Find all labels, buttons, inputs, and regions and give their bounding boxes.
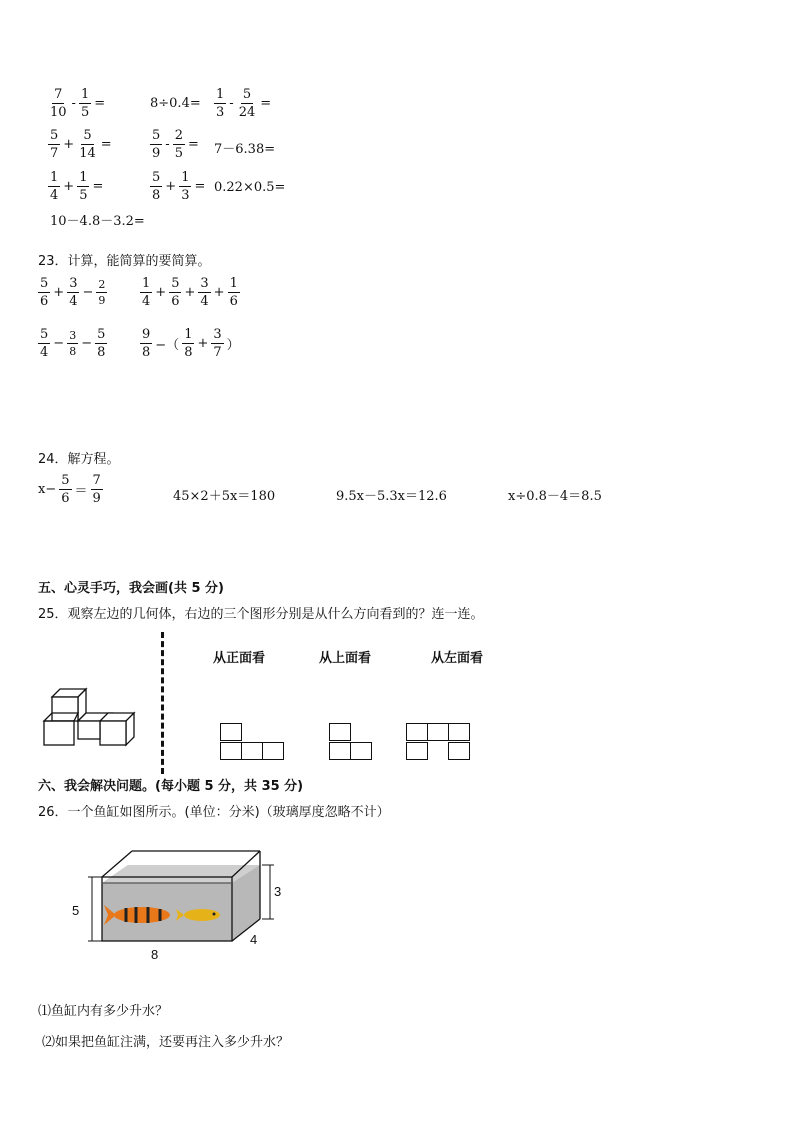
equals-sign: ＝ — [74, 484, 88, 499]
numerator: 1 — [79, 170, 88, 185]
calc-expr-3 — [214, 88, 271, 119]
grid-cell — [448, 742, 470, 760]
numerator: 5 — [40, 276, 49, 291]
numerator: 5 — [40, 327, 49, 342]
question-26-title: 26．一个鱼缸如图所示。(单位：分米)（玻璃厚度忽略不计） — [38, 805, 390, 820]
operator: + — [165, 179, 177, 194]
label-front-view: 从正面看 — [213, 651, 266, 666]
numerator: 3 — [213, 327, 222, 342]
grid-cell — [350, 742, 372, 760]
dim-width: 4 — [250, 932, 258, 947]
numerator: 2 — [98, 278, 106, 291]
denominator: 6 — [171, 294, 180, 309]
denominator: 14 — [79, 146, 96, 161]
numerator: 7 — [92, 473, 101, 488]
variable-term: x− — [38, 482, 57, 497]
denominator: 3 — [216, 105, 225, 120]
calc-expr-1 — [48, 88, 105, 119]
numerator: 2 — [174, 128, 183, 143]
denominator: 9 — [92, 491, 101, 506]
denominator: 7 — [213, 345, 222, 360]
grid-cell — [220, 742, 242, 760]
equals-sign: = — [92, 179, 104, 194]
grid-cell — [427, 723, 449, 741]
calc-expr-7 — [48, 171, 103, 202]
label-top-view: 从上面看 — [319, 651, 372, 666]
q26-subquestion-2: ⑵如果把鱼缸注满，还要再注入多少升水？ — [42, 1035, 290, 1050]
operator: - — [71, 96, 76, 111]
view-shape-2 — [329, 723, 375, 761]
operator: + — [197, 336, 209, 351]
operator: + — [53, 285, 65, 300]
numerator: 3 — [69, 329, 77, 342]
denominator: 8 — [152, 188, 161, 203]
numerator: 5 — [61, 473, 70, 488]
denominator: 5 — [174, 146, 183, 161]
numerator: 1 — [184, 327, 193, 342]
numerator: 3 — [200, 276, 209, 291]
numerator: 3 — [69, 276, 78, 291]
section-5-title: 五、心灵手巧，我会画(共 5 分) — [38, 581, 224, 596]
numerator: 1 — [50, 170, 59, 185]
denominator: 4 — [50, 188, 59, 203]
section-6-title: 六、我会解决问题。(每小题 5 分，共 35 分) — [38, 779, 304, 794]
grid-cell — [329, 742, 351, 760]
numerator: 1 — [142, 276, 151, 291]
denominator: 7 — [50, 146, 59, 161]
grid-cell — [448, 723, 470, 741]
operator: − — [82, 285, 94, 300]
denominator: 4 — [69, 294, 78, 309]
dim-length: 8 — [151, 947, 159, 962]
q23-expr-2 — [140, 277, 240, 308]
equals-sign: = — [187, 137, 199, 152]
operator: − — [53, 336, 65, 351]
question-23-title: 23．计算，能简算的要简算。 — [38, 254, 211, 269]
operator: - — [165, 137, 170, 152]
view-shape-1 — [220, 723, 288, 761]
denominator: 8 — [97, 345, 106, 360]
grid-cell — [406, 723, 428, 741]
grid-cell — [241, 742, 263, 760]
equation-4: x÷0.8－4＝8.5 — [508, 489, 602, 504]
equals-sign: = — [194, 179, 206, 194]
numerator: 1 — [216, 87, 225, 102]
question-25-title: 25．观察左边的几何体，右边的三个图形分别是从什么方向看到的？连一连。 — [38, 607, 484, 622]
q23-expr-1 — [38, 277, 107, 308]
equation-3: 9.5x－5.3x＝12.6 — [336, 489, 447, 504]
operator: + — [63, 179, 75, 194]
calc-expr-9: 0.22×0.5= — [214, 180, 286, 195]
numerator: 5 — [171, 276, 180, 291]
denominator: 4 — [200, 294, 209, 309]
calc-expr-5 — [150, 129, 199, 160]
numerator: 1 — [181, 170, 190, 185]
denominator: 8 — [184, 345, 193, 360]
operator: + — [63, 137, 75, 152]
label-left-view: 从左面看 — [431, 651, 484, 666]
equation-2: 45×2＋5x＝180 — [173, 489, 276, 504]
calc-expr-8 — [150, 171, 205, 202]
numerator: 5 — [152, 170, 161, 185]
dim-water-height: 3 — [274, 884, 282, 899]
numerator: 7 — [54, 87, 63, 102]
calc-expr-2: 8÷0.4= — [150, 96, 201, 111]
dim-height: 5 — [72, 903, 80, 918]
cube-solid-figure — [40, 686, 144, 748]
denominator: 5 — [79, 188, 88, 203]
operator: + — [184, 285, 196, 300]
equals-sign: = — [100, 137, 112, 152]
denominator: 10 — [50, 105, 67, 120]
numerator: 5 — [97, 327, 106, 342]
denominator: 9 — [152, 146, 161, 161]
numerator: 1 — [229, 276, 238, 291]
operator: −（ — [155, 338, 180, 353]
operator: − — [81, 336, 93, 351]
q23-expr-4 — [140, 328, 240, 359]
equation-1 — [38, 474, 103, 505]
denominator: 6 — [229, 294, 238, 309]
q26-subquestion-1: ⑴鱼缸内有多少升水？ — [38, 1004, 169, 1019]
grid-cell — [220, 723, 242, 741]
denominator: 5 — [80, 105, 90, 120]
denominator: 6 — [61, 491, 70, 506]
dashed-divider — [161, 632, 164, 774]
question-24-title: 24．解方程。 — [38, 452, 120, 467]
equals-sign: = — [94, 96, 106, 111]
denominator: 4 — [40, 345, 49, 360]
numerator: 1 — [80, 87, 90, 102]
operator: - — [229, 96, 234, 111]
grid-cell — [262, 742, 284, 760]
close-paren: ） — [226, 338, 240, 353]
numerator: 9 — [142, 327, 151, 342]
equals-sign: = — [260, 96, 272, 111]
denominator: 6 — [40, 294, 49, 309]
numerator: 5 — [152, 128, 161, 143]
grid-cell — [406, 742, 428, 760]
denominator: 3 — [181, 188, 190, 203]
denominator: 9 — [98, 294, 106, 307]
denominator: 8 — [142, 345, 151, 360]
calc-expr-6: 7－6.38= — [214, 142, 276, 157]
q23-expr-3 — [38, 328, 107, 359]
numerator: 5 — [50, 128, 59, 143]
numerator: 5 — [242, 87, 252, 102]
denominator: 8 — [69, 345, 77, 358]
denominator: 4 — [142, 294, 151, 309]
operator: + — [213, 285, 225, 300]
calc-expr-10: 10－4.8－3.2= — [50, 214, 145, 229]
numerator: 5 — [83, 128, 92, 143]
denominator: 24 — [238, 105, 256, 120]
operator: + — [155, 285, 167, 300]
calc-expr-4 — [48, 129, 112, 160]
grid-cell — [329, 723, 351, 741]
view-shape-3 — [406, 723, 474, 761]
